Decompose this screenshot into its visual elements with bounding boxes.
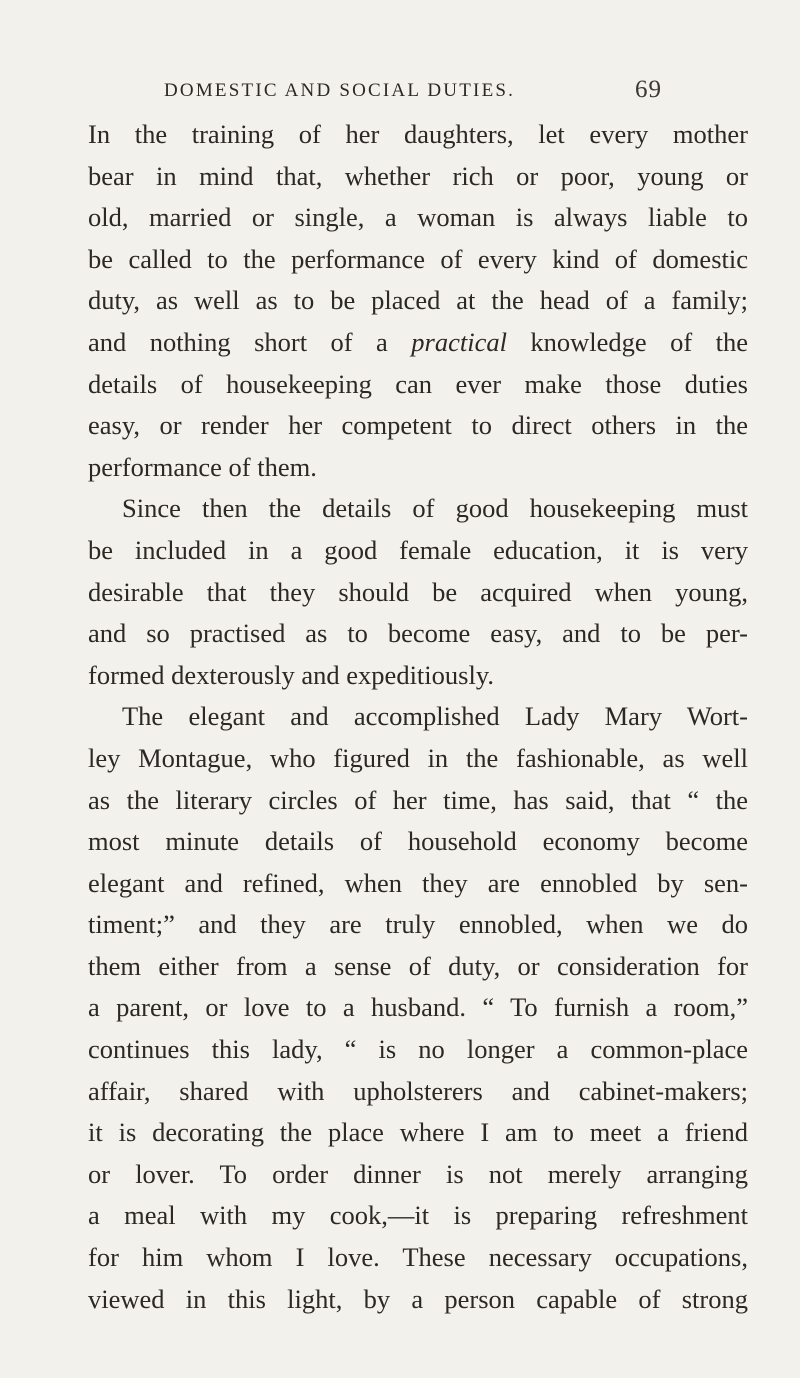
text-line: duty, as well as to be placed at the head of a family;: [88, 285, 748, 316]
text-line: as the literary circles of her time, has said, that “ the: [88, 784, 748, 815]
text-line: formed dexterously and expeditiously.: [88, 659, 494, 690]
text-line: be called to the performance of every kind of domestic: [88, 243, 748, 274]
text-line: easy, or render her competent to direct others in the: [88, 410, 748, 441]
text-line: it is decorating the place where I am to meet a friend: [88, 1117, 748, 1148]
running-title: DOMESTIC AND SOCIAL DUTIES.: [164, 80, 516, 101]
text-line: elegant and refined, when they are ennobled by sen-: [88, 867, 748, 898]
text-line: most minute details of household economy become: [88, 826, 748, 857]
text-line: ley Montague, who figured in the fashionable, as well: [88, 742, 748, 773]
emphasis-text: practical: [411, 326, 507, 357]
text-line: a parent, or love to a husband. “ To furnish a room,”: [88, 992, 748, 1023]
text-line: affair, shared with upholsterers and cabinet-makers;: [88, 1075, 748, 1106]
text-line: timent;” and they are truly ennobled, when we do: [88, 909, 748, 940]
text-line: [88, 322, 748, 364]
text-line: a meal with my cook,—it is preparing refreshment: [88, 1200, 748, 1231]
body-text: [88, 114, 748, 1320]
text-line: viewed in this light, by a person capable of strong: [88, 1283, 748, 1314]
page-number: 69: [635, 76, 662, 103]
text-line: The elegant and accomplished Lady Mary Wort-: [122, 701, 748, 732]
text-line: continues this lady, “ is no longer a common-place: [88, 1034, 748, 1065]
text-line: for him whom I love. These necessary occupations,: [88, 1242, 748, 1273]
text-line: Since then the details of good housekeeping must: [122, 493, 748, 524]
text-line: desirable that they should be acquired when young,: [88, 576, 748, 607]
running-head: [0, 76, 800, 110]
text-line: or lover. To order dinner is not merely arranging: [88, 1158, 748, 1189]
text-segment: knowledge of the: [506, 326, 748, 357]
text-line: bear in mind that, whether rich or poor, young or: [88, 160, 748, 191]
text-line: them either from a sense of duty, or consideration for: [88, 950, 748, 981]
text-segment: and nothing short of a: [88, 326, 412, 357]
text-line: be included in a good female education, it is very: [88, 534, 748, 565]
text-line: and so practised as to become easy, and to be per-: [88, 618, 748, 649]
text-line: performance of them.: [88, 451, 317, 482]
text-line: details of housekeeping can ever make those duties: [88, 368, 748, 399]
text-line: In the training of her daughters, let every mother: [88, 119, 748, 149]
text-line: old, married or single, a woman is always liable to: [88, 202, 748, 233]
